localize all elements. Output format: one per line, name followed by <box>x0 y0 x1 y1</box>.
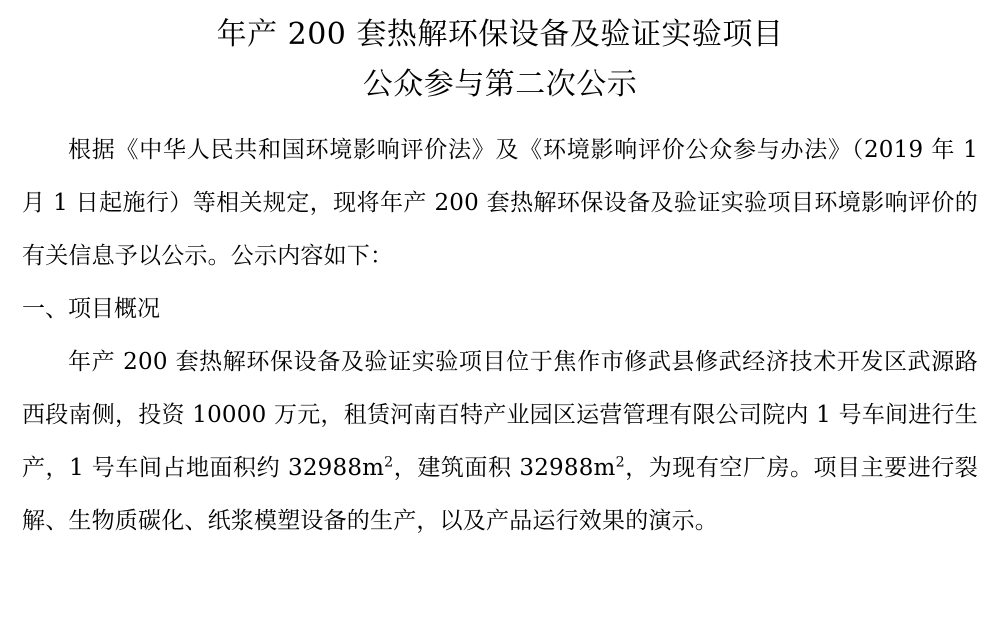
overview-superscript-2: 2 <box>615 454 625 471</box>
intro-paragraph: 根据《中华人民共和国环境影响评价法》及《环境影响评价公众参与办法》（2019 年 1 月 1 日起施行）等相关规定，现将年产 200 套热解环保设备及验证实验项目环境影响评价的有关信息予以公示。公示内容如下： <box>22 137 978 269</box>
section-heading-project-overview: 一、项目概况 <box>22 296 160 322</box>
page-title <box>22 10 978 110</box>
document-body <box>22 124 978 548</box>
overview-text-part-3: ，为现有空厂房。项目主要进行裂解、生物质碳化、纸浆模塑设备的生产，以及产品运行效果的演示。 <box>22 455 979 534</box>
overview-text-part-2: ，建筑面积 32988m <box>393 455 616 481</box>
overview-paragraph <box>22 336 978 548</box>
title-line-2: 公众参与第二次公示 <box>362 67 638 102</box>
overview-text-part-1: 年产 200 套热解环保设备及验证实验项目位于焦作市修武县修武经济技术开发区武源路西段南侧，投资 10000 万元，租赁河南百特产业园区运营管理有限公司院内 1 号车间进行生产，1 号车间占地面积约 32988m <box>22 349 978 481</box>
title-line-1: 年产 200 套热解环保设备及验证实验项目 <box>216 17 784 52</box>
overview-superscript-1: 2 <box>384 454 394 471</box>
